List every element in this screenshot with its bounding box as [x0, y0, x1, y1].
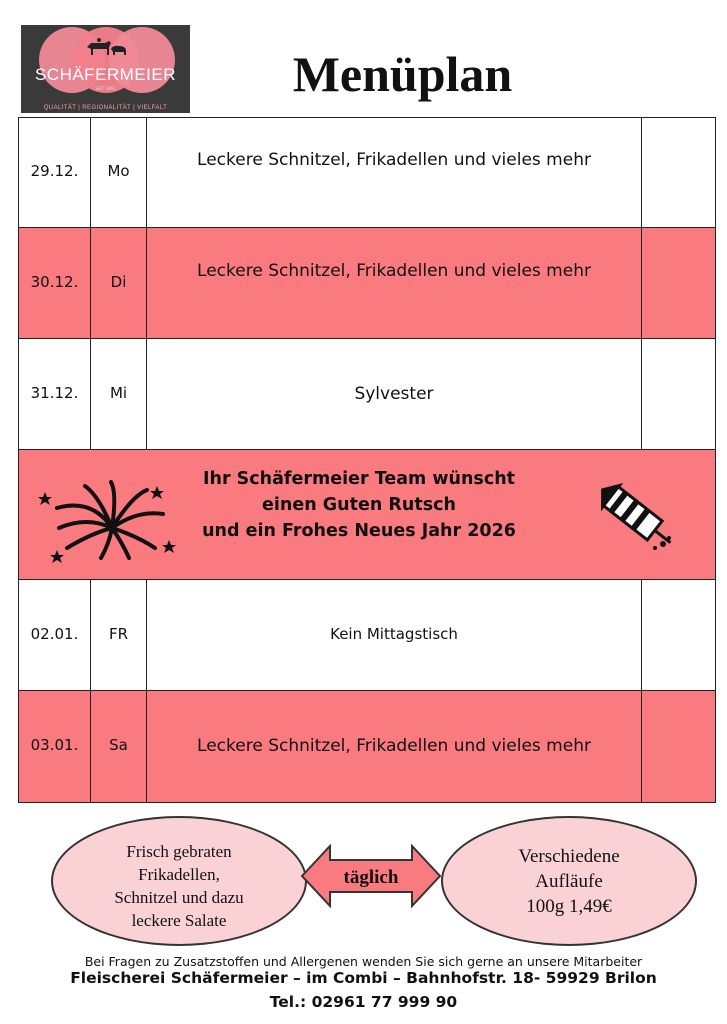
offer-left-line: Schnitzel und dazu: [114, 888, 244, 907]
offer-right-line: 100g 1,49€: [526, 896, 612, 917]
address: Fleischerei Schäfermeier – im Combi – Bahnhofstr. 18- 59929 Brilon: [70, 969, 657, 987]
phone: Tel.: 02961 77 999 90: [269, 993, 458, 1011]
offer-oval-right: [441, 816, 697, 946]
logo-tagline: QUALITÄT | REGIONALITÄT | VIELFALT: [43, 105, 168, 111]
table-row: [18, 690, 716, 803]
table-row: [18, 338, 716, 450]
arrow-label: täglich: [343, 867, 399, 888]
empty-cell: [642, 580, 715, 691]
day-cell: Mo: [107, 162, 130, 180]
date-cell: 29.12.: [30, 162, 79, 180]
meal-cell: Leckere Schnitzel, Frikadellen und vieles mehr: [197, 150, 591, 170]
page-title: Menüplan: [292, 46, 513, 102]
offer-right-line: Verschiedene: [518, 846, 620, 867]
offer-left-line: Frisch gebraten: [126, 842, 232, 861]
empty-cell: [642, 228, 715, 339]
meal-cell: Kein Mittagstisch: [330, 625, 458, 643]
meal-cell: Leckere Schnitzel, Frikadellen und vieles mehr: [197, 261, 591, 281]
offer-right-line: Aufläufe: [535, 871, 603, 892]
offer-left-line: Frikadellen,: [138, 865, 220, 884]
banner-line-1: Ihr Schäfermeier Team wünscht: [202, 469, 516, 489]
fireworks-icon: [37, 478, 183, 568]
empty-cell: [642, 691, 715, 802]
meal-cell: Sylvester: [354, 384, 434, 404]
logo-name: SCHÄFERMEIER: [34, 65, 177, 84]
date-cell: 31.12.: [30, 384, 79, 402]
new-year-banner: [18, 449, 716, 580]
brand-logo: [21, 25, 190, 113]
table-row: [18, 117, 716, 228]
menu-table: [18, 117, 716, 802]
allergen-note: Bei Fragen zu Zusatzstoffen und Allergenen wenden Sie sich gerne an unsere Mitarbeiter: [84, 954, 643, 969]
empty-cell: [642, 118, 715, 228]
table-row: [18, 579, 716, 691]
banner-line-3: und ein Frohes Neues Jahr 2026: [202, 521, 516, 541]
date-cell: 30.12.: [30, 273, 79, 291]
day-cell: Di: [110, 273, 127, 291]
day-cell: FR: [108, 625, 129, 643]
farm-animals-icon: [85, 35, 129, 59]
empty-cell: [642, 339, 715, 450]
meal-cell: Leckere Schnitzel, Frikadellen und vieles mehr: [197, 736, 591, 756]
rocket-icon: [583, 476, 683, 556]
table-row: [18, 227, 716, 339]
banner-line-2: einen Guten Rutsch: [262, 495, 456, 515]
date-cell: 03.01.: [30, 736, 79, 754]
logo-since: SEIT 1961: [95, 86, 116, 91]
day-cell: Sa: [109, 736, 128, 754]
daily-offer: [0, 812, 727, 944]
offer-left-line: leckere Salate: [131, 911, 227, 930]
day-cell: Mi: [109, 384, 128, 402]
offer-oval-left: [51, 816, 307, 946]
date-cell: 02.01.: [30, 625, 79, 643]
